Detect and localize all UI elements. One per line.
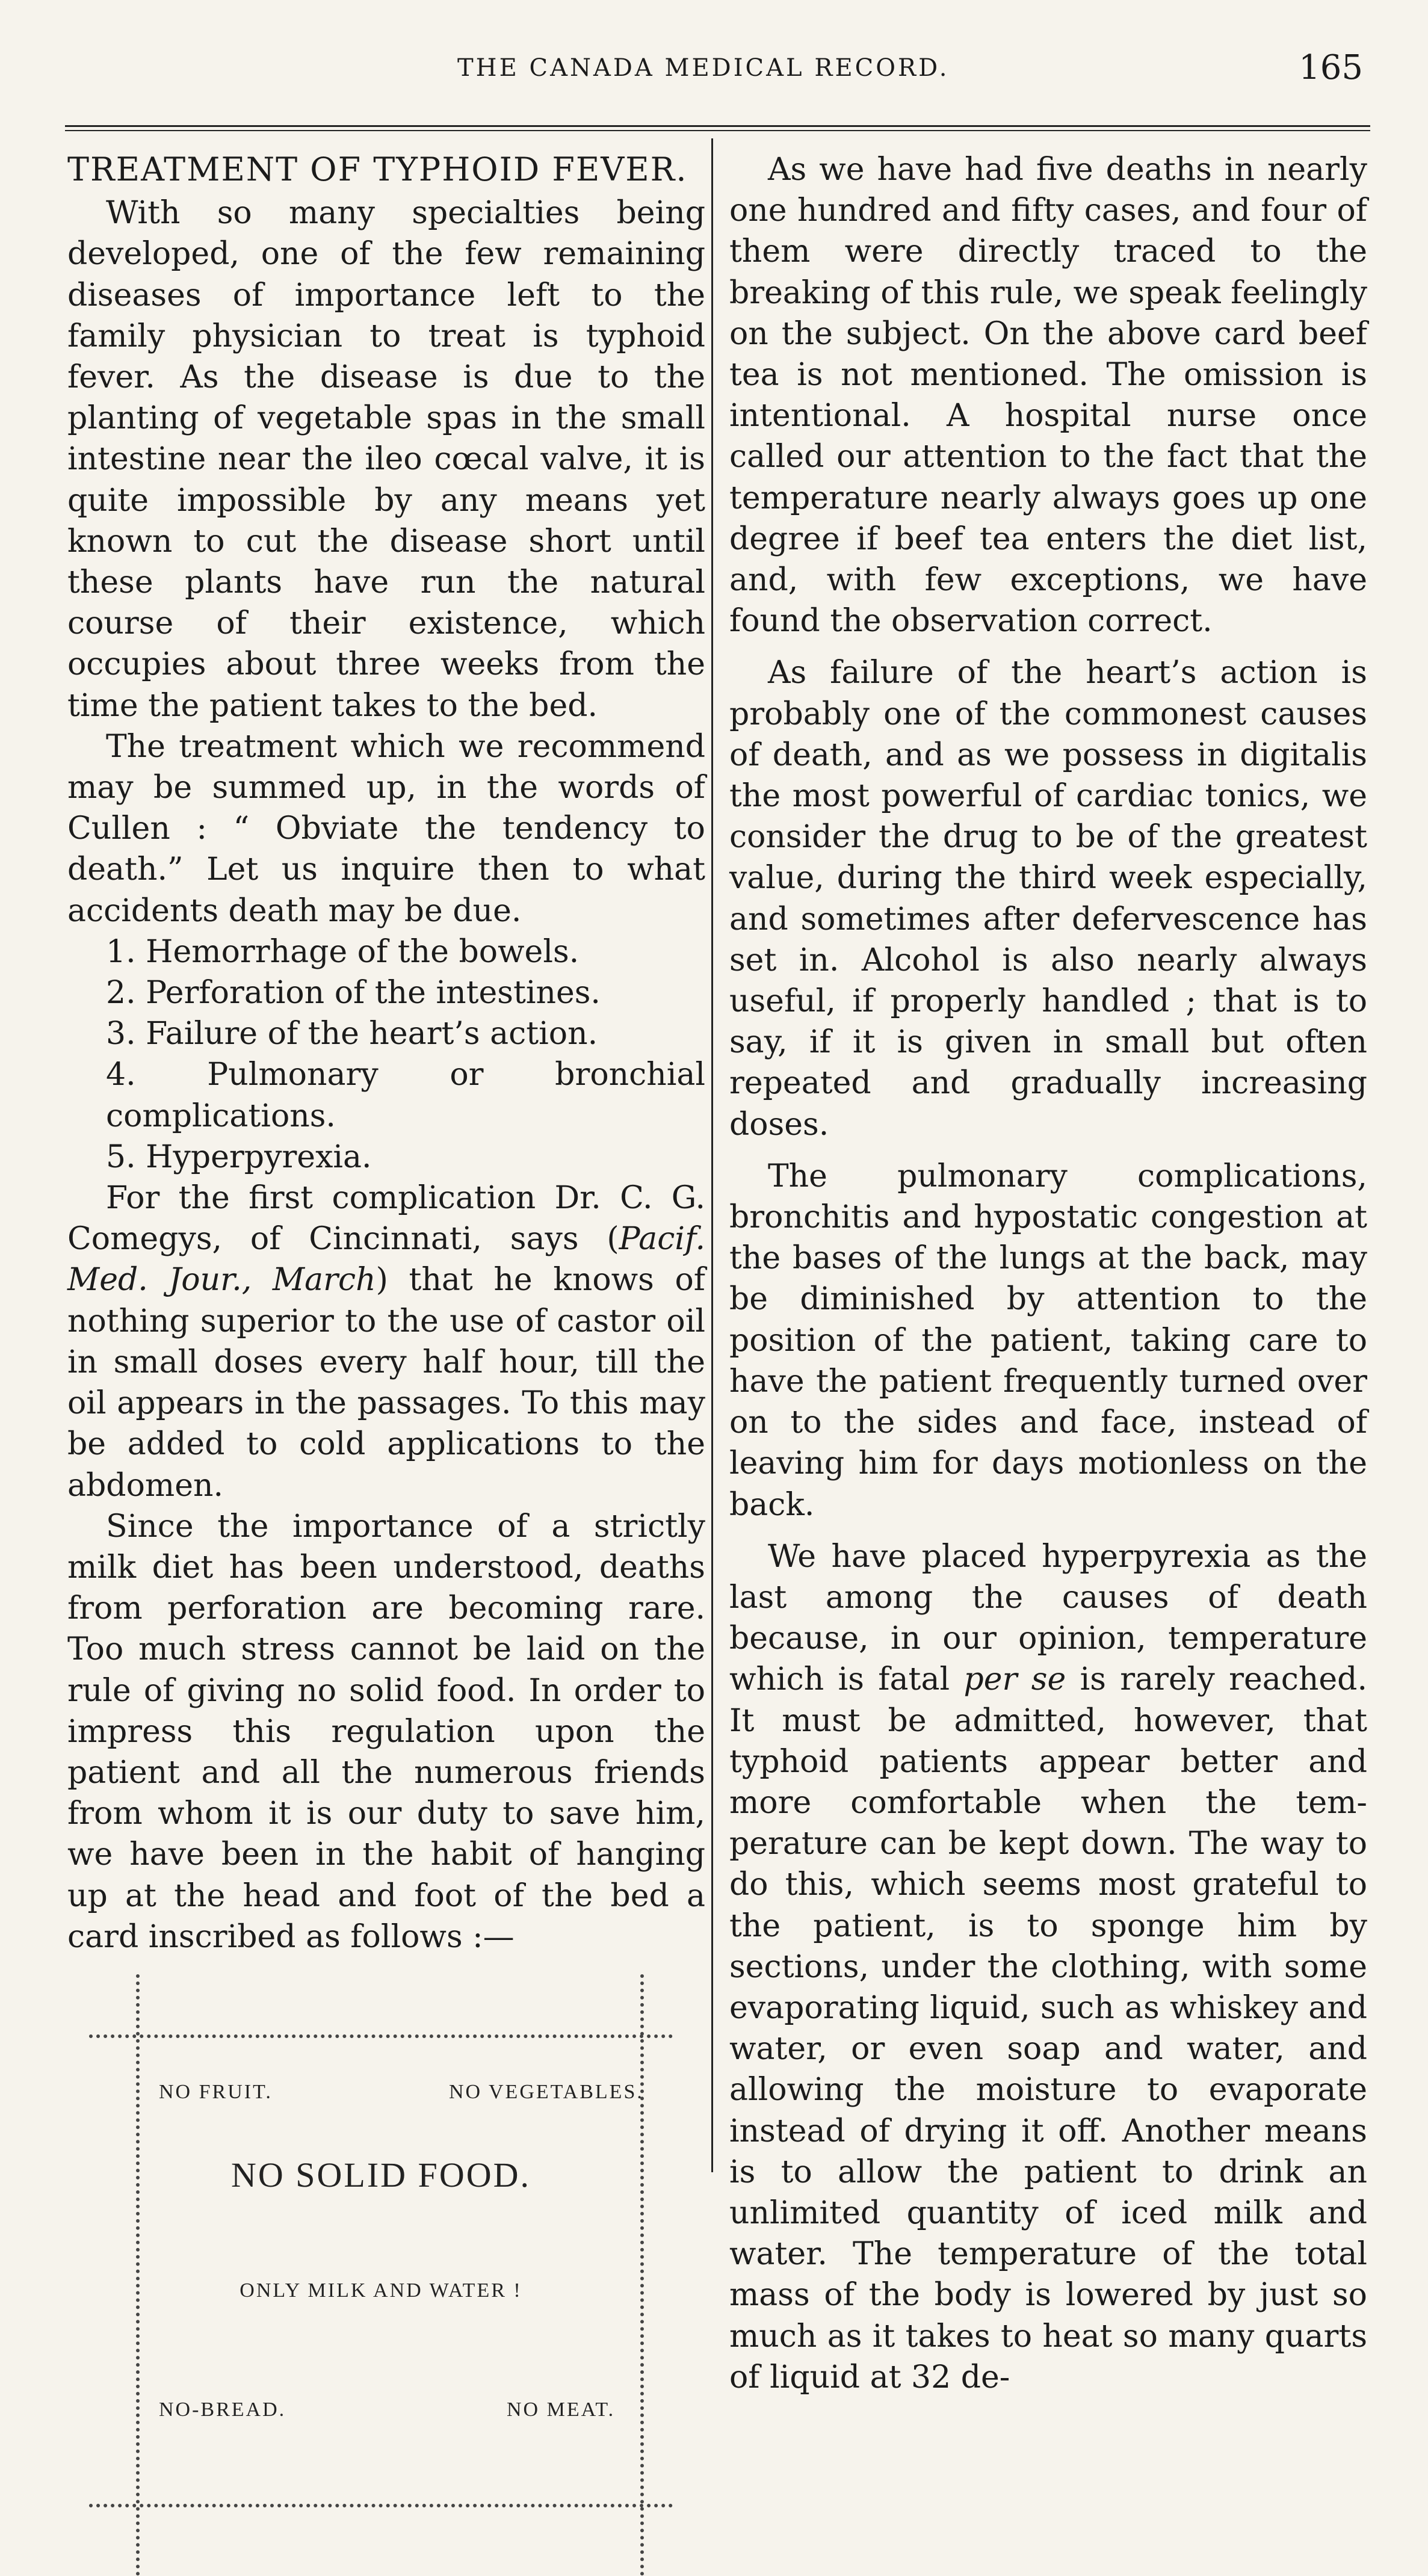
card-dotted-border bbox=[89, 2504, 673, 2507]
latin-phrase: per se bbox=[963, 1661, 1066, 1698]
paragraph: With so many specialties being developed, one of the few remaining diseases of importance left to the family physician to treat is typhoid fever. As the disease is due to the planting of vegetable spas in the small intestine near the ileo cœcal valve, it is quite impossible by any means yet known to cut the disease short until these plants have run the natural course of their existence, which occupies about three weeks from the time the patient takes to the bed. bbox=[67, 195, 705, 724]
header-rule bbox=[65, 125, 1370, 127]
article-heading: TREATMENT OF TYPHOID FEVER. bbox=[67, 150, 688, 188]
paragraph: The pulmonary complications, bronchitis and hypostatic congestion at the bases of the lungs at the back, may be diminished by attention to the position of the patient, taking care to have the patient frequently turned over on to the sides and face, instead of leaving him for days motionless on the back. bbox=[729, 1158, 1367, 1523]
list-item: 3. Failure of the heart’s action. bbox=[106, 1016, 598, 1052]
card-only-milk: ONLY MILK AND WATER ! bbox=[240, 2279, 522, 2302]
right-column bbox=[729, 149, 1367, 2398]
text-run: ) that he knows of nothing superior to the use of castor oil in small doses every half hour, till the oil appears in the passages. To this may be added to cold applications to the abdomen. bbox=[67, 1262, 705, 1504]
paragraph: As failure of the heart’s action is probably one of the commonest causes of death, and as we possess in digitalis the most powerful of cardiac tonics, we consider the drug to be of the greatest value, during the third week especially, and sometimes after defervescence has set in. Alcohol is also nearly always useful, if properly handled ; that is to say, if it is given in small but often repeated and gradually increasing doses. bbox=[729, 655, 1367, 1143]
text-run: is rarely reached. It must be admitted, however, that typhoid patients appear better and more comfortable when the temperature can be kept down. The way to do this, which seems most grateful to the patient, is to sponge him by sections, under the clothing, with some evaporating liquid, such as whiskey and water, or even soap and water, and allowing the moisture to evaporate instead of drying it off. Another means is to allow the patient to drink an unlimited quantity of iced milk and water. The temperature of the total mass of the body is lowered by just so much as it takes to heat so many quarts of liquid at 32 de- bbox=[729, 1661, 1367, 2395]
card-no-bread: NO-BREAD. bbox=[159, 2398, 286, 2421]
text-run: We have placed hyperpyrexia as the last among the causes of death because, in our opinion, temperature which is fatal bbox=[729, 1538, 1367, 1698]
card-dotted-border bbox=[89, 2034, 673, 2038]
running-title: THE CANADA MEDICAL RECORD. bbox=[457, 54, 950, 82]
card-no-solid-food: NO SOLID FOOD. bbox=[231, 2155, 531, 2195]
card-no-meat: NO MEAT. bbox=[507, 2398, 616, 2421]
paragraph: As we have had five deaths in nearly one hundred and fifty cases, and four of them were directly traced to the breaking of this rule, we speak feelingly on the subject. On the above card beef tea is not mentioned. The omission is intentional. A hospital nurse once called our attention to the fact that the temperature nearly always goes up one degree if beef tea enters the diet list, and, with few exceptions, we have found the observation correct. bbox=[729, 152, 1367, 640]
list-item: 4. Pulmonary or bronchial complications. bbox=[106, 1057, 705, 1134]
page-number: 165 bbox=[1299, 48, 1363, 87]
left-column bbox=[67, 149, 705, 2576]
card-no-fruit: NO FRUIT. bbox=[159, 2080, 273, 2103]
list-item: 5. Hyperpyrexia. bbox=[106, 1138, 372, 1175]
header-rule-thin bbox=[65, 130, 1370, 131]
causes-list bbox=[67, 931, 705, 1178]
paragraph bbox=[729, 1536, 1367, 2398]
citation: Pacif. Med. Jour., March bbox=[67, 1221, 705, 1299]
column-divider bbox=[711, 138, 713, 2172]
text-run: For the first complication Dr. C. G. Comegys, of Cincinnati, says ( bbox=[67, 1180, 705, 1258]
paragraph: The treatment which we recommend may be summed up, in the words of Cullen : “ Obviate the tendency to death.” Let us inquire then to what accidents death may be due. bbox=[67, 728, 705, 929]
paragraph bbox=[67, 1178, 705, 1506]
list-item: 2. Perforation of the intestines. bbox=[106, 975, 601, 1012]
diet-card bbox=[89, 1974, 673, 2576]
card-no-vegetables: NO VEGETABLES. bbox=[449, 2080, 644, 2103]
paragraph: Since the importance of a strictly milk diet has been understood, deaths from perforation are becoming rare. Too much stress cannot be laid on the rule of giving no solid food. In order to impress this regulation upon the patient and all the numerous friends from whom it is our duty to save him, we have been in the habit of hanging up at the head and foot of the bed a card inscribed as follows :— bbox=[67, 1508, 705, 1955]
list-item: 1. Hemorrhage of the bowels. bbox=[106, 933, 580, 970]
